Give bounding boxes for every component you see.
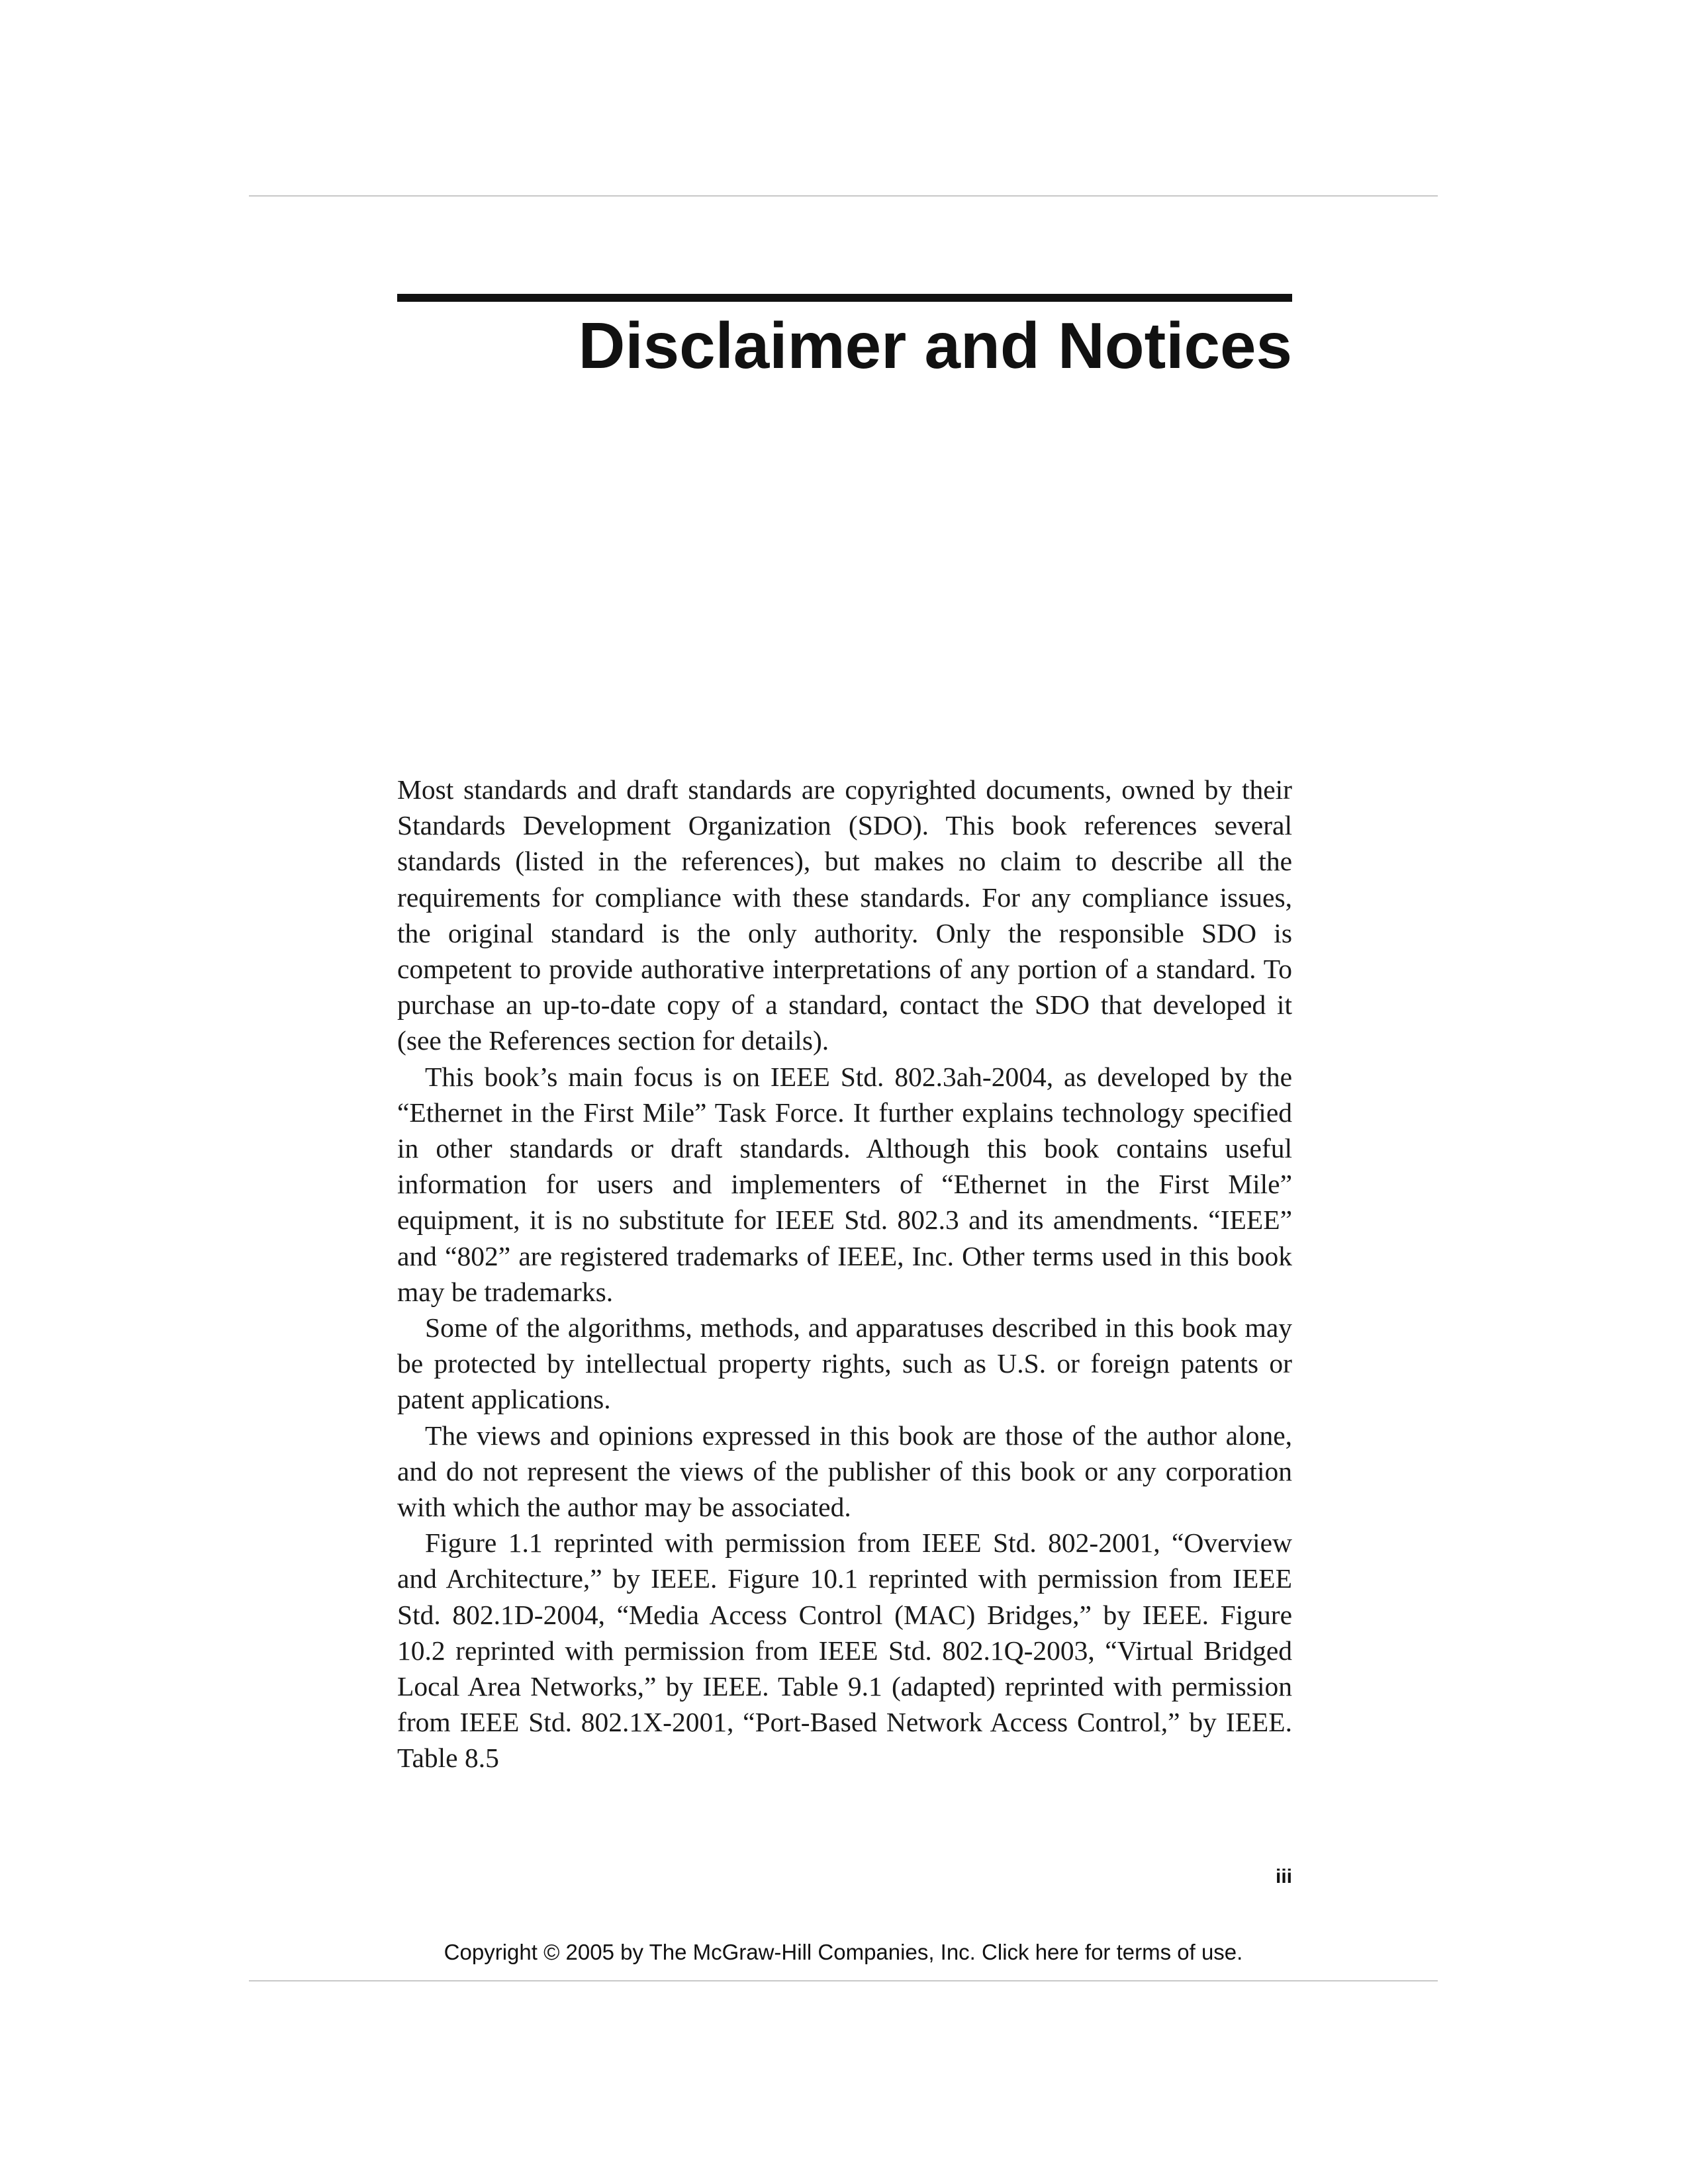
paragraph-main-focus: This book’s main focus is on IEEE Std. 802.3ah-2004, as developed by the “Ethernet in the First Mile” Task Force. It further explains technology specified in other standards or draft standards. Although this book contains useful information for users and implementers of “Ethernet in the First Mile” equipment, it is no substitute for IEEE Std. 802.3 and its amendments. “IEEE” and “802” are registered trademarks of IEEE, Inc. Other terms used in this book may be trademarks. [397, 1061, 1292, 1307]
chapter-title: Disclaimer and Notices [578, 309, 1292, 382]
paragraph-intellectual-property: Some of the algorithms, methods, and apparatuses described in this book may be protected by intellectual property rights, such as U.S. or foreign patents or patent applications. [397, 1312, 1292, 1415]
copyright-notice [249, 1939, 1438, 1966]
body-text [397, 772, 1292, 1776]
paragraph-views-opinions: The views and opinions expressed in this book are those of the author alone, and do not represent the views of the publisher of this book or any corporation with which the author may be associated. [397, 1420, 1292, 1523]
chapter-title-bar [397, 294, 1292, 302]
page-number: iii [1275, 1866, 1292, 1888]
paragraph-reprint-permissions: Figure 1.1 reprinted with permission from IEEE Std. 802-2001, “Overview and Architecture,” by IEEE. Figure 10.1 reprinted with permission from IEEE Std. 802.1D-2004, “Media Access Control (MAC) Bridges,” by IEEE. Figure 10.2 reprinted with permission from IEEE Std. 802.1Q-2003, “Virtual Bridged Local Area Networks,” by IEEE. Table 9.1 (adapted) reprinted with permission from IEEE Std. 802.1X-2001, “Port-Based Network Access Control,” by IEEE. Table 8.5 [397, 1527, 1292, 1774]
copyright-text: Copyright © 2005 by The McGraw-Hill Companies, Inc. [444, 1940, 982, 1964]
header-rule [249, 195, 1438, 197]
footer-rule [249, 1980, 1438, 1981]
terms-of-use-link[interactable]: Click here for terms of use. [982, 1940, 1243, 1964]
paragraph-copyrighted-standards: Most standards and draft standards are copyrighted documents, owned by their Standards Development Organization (SDO). This book references several standards (listed in the references), but makes no claim to describe all the requirements for compliance with these standards. For any compliance issues, the original standard is the only authority. Only the responsible SDO is competent to provide authorative interpretations of any portion of a standard. To purchase an up-to-date copy of a standard, contact the SDO that developed it (see the References section for details). [397, 774, 1292, 1056]
